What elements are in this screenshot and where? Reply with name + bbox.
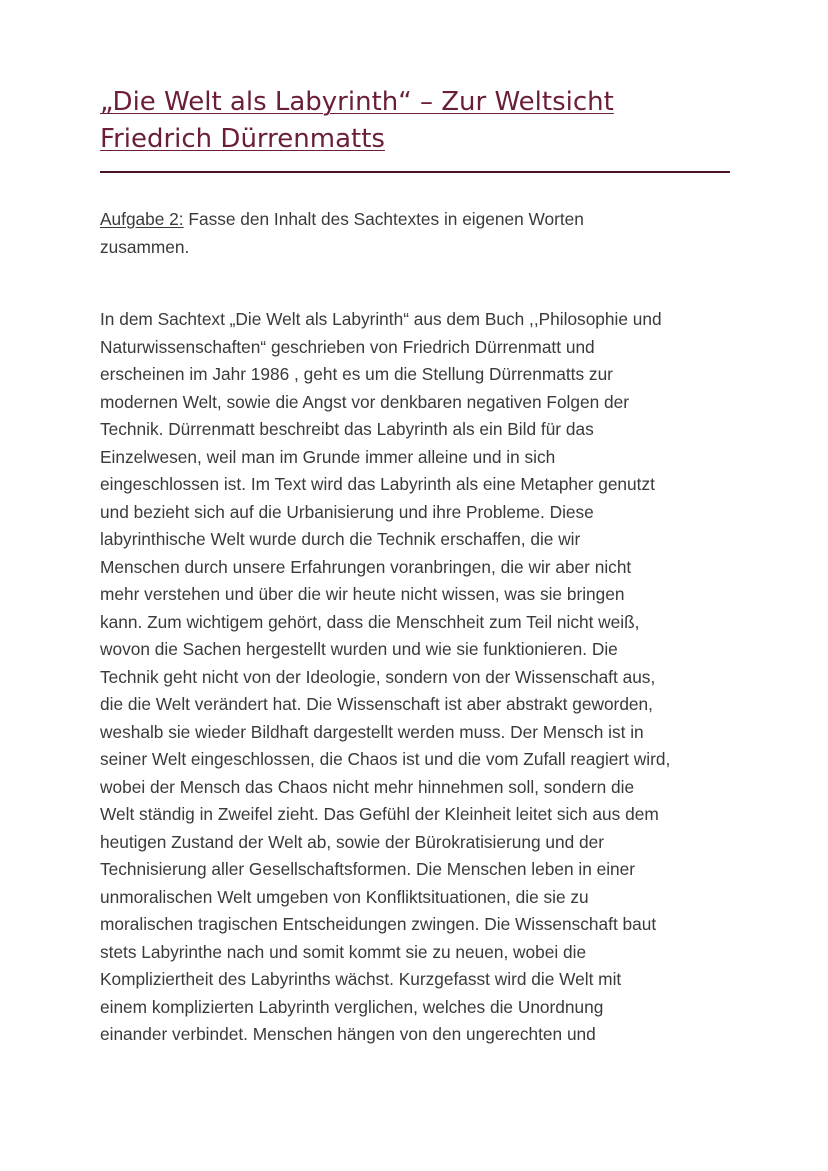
- paragraph-line: heutigen Zustand der Welt ab, sowie der Bürokratisierung und der: [100, 831, 605, 852]
- document-title: [100, 84, 700, 158]
- paragraph-line: eingeschlossen ist. Im Text wird das Labyrinth als eine Metapher genutzt: [100, 474, 655, 494]
- paragraph-line: labyrinthische Welt wurde durch die Technik erschaffen, die wir: [100, 529, 581, 549]
- paragraph-line: einem komplizierten Labyrinth verglichen, welches die Unordnung: [100, 996, 604, 1017]
- paragraph-line: die die Welt verändert hat. Die Wissenschaft ist aber abstrakt geworden,: [100, 694, 653, 714]
- paragraph-line: Einzelwesen, weil man im Grunde immer alleine und in sich: [100, 446, 556, 467]
- paragraph-line: Technik geht nicht von der Ideologie, sondern von der Wissenschaft aus,: [100, 666, 656, 687]
- paragraph-line: Naturwissenschaften“ geschrieben von Friedrich Dürrenmatt und: [100, 336, 595, 357]
- paragraph-line: Technisierung aller Gesellschaftsformen. Die Menschen leben in einer: [100, 859, 636, 879]
- paragraph-line: Technik. Dürrenmatt beschreibt das Labyrinth als ein Bild für das: [100, 419, 594, 439]
- paragraph-line: Menschen durch unsere Erfahrungen voranbringen, die wir aber nicht: [100, 556, 632, 577]
- paragraph-line: wovon die Sachen hergestellt wurden und wie sie funktionieren. Die: [100, 639, 618, 659]
- paragraph-line: Kompliziertheit des Labyrinths wächst. Kurzgefasst wird die Welt mit: [100, 969, 622, 989]
- paragraph-line: unmoralischen Welt umgeben von Konfliktsituationen, die sie zu: [100, 886, 589, 907]
- task-text-line-1: Fasse den Inhalt des Sachtextes in eigenen Worten: [183, 209, 584, 229]
- paragraph-line: weshalb sie wieder Bildhaft dargestellt werden muss. Der Mensch ist in: [100, 721, 644, 742]
- title-line-1: „Die Welt als Labyrinth“ – Zur Weltsicht: [100, 87, 614, 117]
- paragraph-line: kann. Zum wichtigem gehört, dass die Menschheit zum Teil nicht weiß,: [100, 611, 640, 632]
- paragraph-line: seiner Welt eingeschlossen, die Chaos ist und die vom Zufall reagiert wird,: [100, 749, 671, 769]
- task-label: Aufgabe 2:: [100, 209, 184, 229]
- paragraph-line: und bezieht sich auf die Urbanisierung und ihre Probleme. Diese: [100, 501, 594, 522]
- paragraph-line: erscheinen im Jahr 1986 , geht es um die Stellung Dürrenmatts zur: [100, 364, 613, 384]
- paragraph-line: stets Labyrinthe nach und somit kommt sie zu neuen, wobei die: [100, 941, 587, 962]
- paragraph-line: modernen Welt, sowie die Angst vor denkbaren negativen Folgen der: [100, 391, 630, 412]
- paragraph-line: wobei der Mensch das Chaos nicht mehr hinnehmen soll, sondern die: [100, 776, 635, 797]
- paragraph-line: Welt ständig in Zweifel zieht. Das Gefühl der Kleinheit leitet sich aus dem: [100, 804, 659, 824]
- paragraph-line: In dem Sachtext „Die Welt als Labyrinth“ aus dem Buch ,,Philosophie und: [100, 309, 662, 329]
- summary-paragraph: [100, 306, 740, 1049]
- title-line-2: Friedrich Dürrenmatts: [100, 124, 385, 154]
- task-text-line-2: zusammen.: [100, 237, 190, 257]
- title-divider: [100, 171, 730, 173]
- task-prompt: [100, 205, 660, 261]
- paragraph-line: mehr verstehen und über die wir heute nicht wissen, was sie bringen: [100, 584, 625, 604]
- paragraph-line: einander verbindet. Menschen hängen von den ungerechten und: [100, 1024, 596, 1044]
- paragraph-line: moralischen tragischen Entscheidungen zwingen. Die Wissenschaft baut: [100, 914, 657, 934]
